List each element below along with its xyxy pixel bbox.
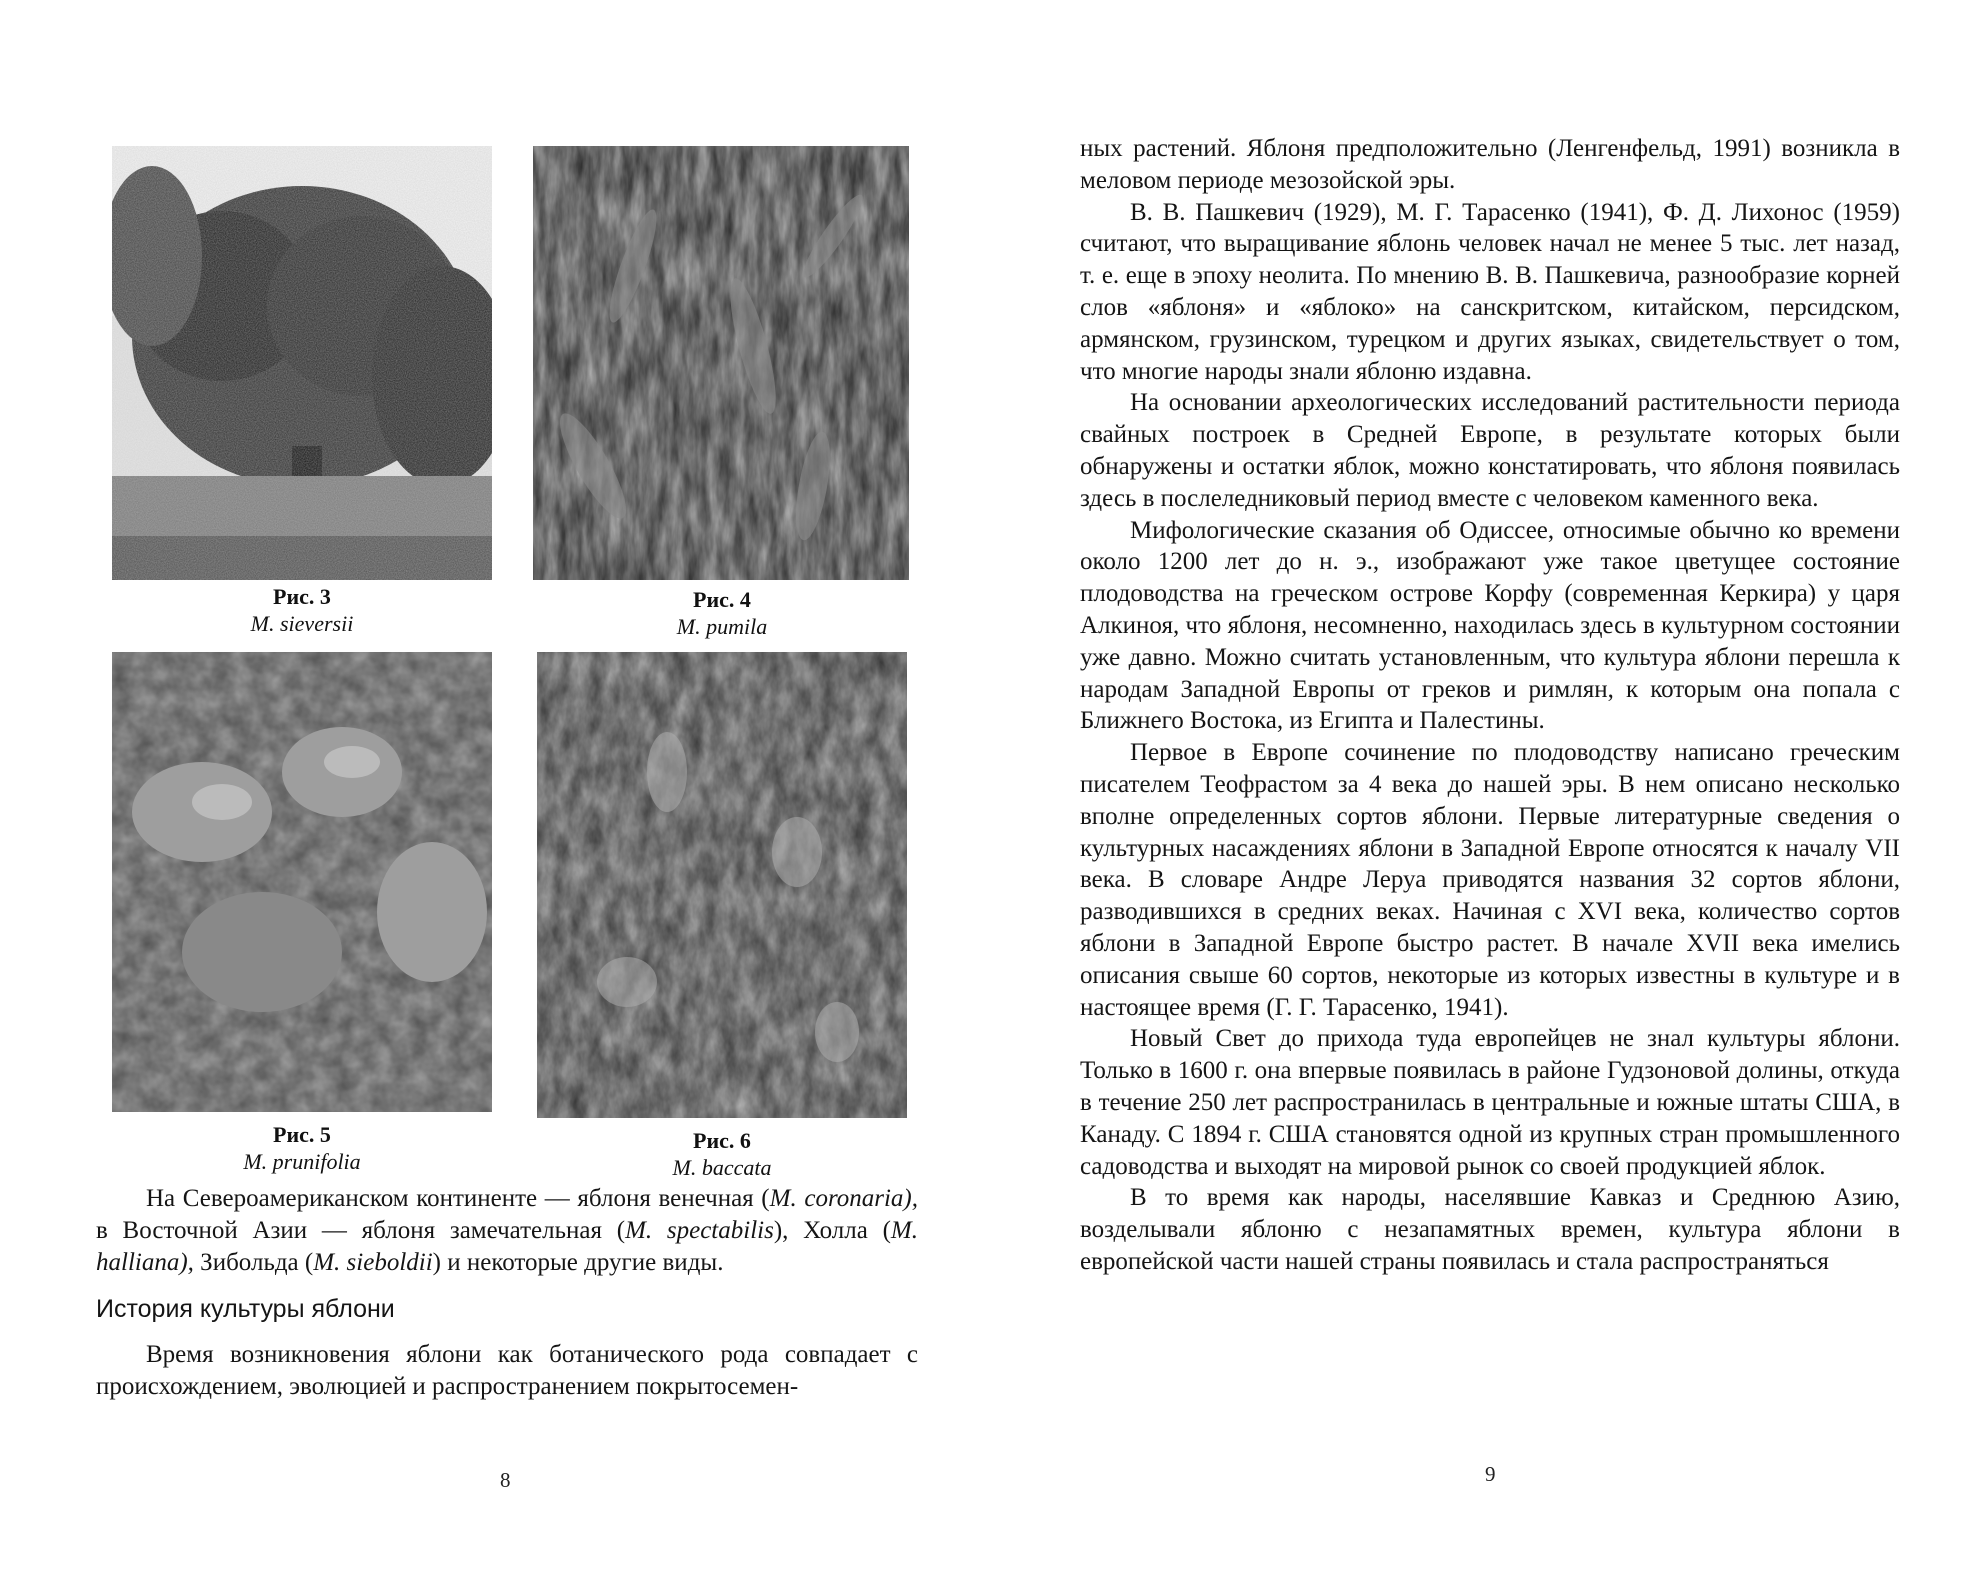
figure-3-tree-photo	[112, 146, 492, 580]
figure-4-foliage-photo	[533, 146, 909, 580]
right-page-body	[1080, 133, 1900, 1278]
species-text-part: ), Холла (	[773, 1216, 891, 1244]
species-text-part: Зибольда (	[193, 1248, 314, 1276]
history-text: Время возникновения яблони как ботанического рода совпадает с происхождением, эволюцией и распространением покрытосемен-	[96, 1341, 918, 1400]
figure-5-number: Рис. 5	[273, 1122, 331, 1147]
paragraph-7: В то время как народы, населявшие Кавказ и Среднюю Азию, возделывали яблоню с незапамятных времен, культура яблони в европейской части нашей страны появилась и стала распространяться	[1080, 1184, 1900, 1275]
species-latin-spectabilis: M. spectabilis	[625, 1216, 774, 1244]
page-number-left: 8	[500, 1468, 511, 1492]
paragraph-2: В. В. Пашкевич (1929), М. Г. Тарасенко (1941), Ф. Д. Лихонос (1959) считают, что выращивание яблонь человек начал не менее 5 тыс. лет назад, т. е. еще в эпоху неолита. По мнению В. В. Пашкевича, разнообразие корней слов «яблоня» и «яблоко» на санскритском, китайском, персидском, армянском, грузинском, турецком и других языках, свидетельствует о том, что многие народы знали яблоню издавна.	[1080, 198, 1900, 385]
history-paragraph	[96, 1339, 918, 1403]
paragraph-3: На основании археологических исследований растительности периода свайных построек в Средней Европе, в результате которых были обнаружены и остатки яблок, можно констатировать, что яблоня появилась здесь в послеледниковый период вместе с человеком каменного века.	[1080, 389, 1900, 512]
figure-4-number: Рис. 4	[693, 587, 751, 612]
paragraph-1: ных растений. Яблоня предположительно (Ленгенфельд, 1991) возникла в меловом периоде мезозойской эры.	[1080, 135, 1900, 194]
figure-5-leaves-photo	[112, 652, 492, 1112]
figure-6-number: Рис. 6	[693, 1128, 751, 1153]
figure-3-number: Рис. 3	[273, 584, 331, 609]
section-heading: История культуры яблони	[96, 1295, 395, 1323]
figure-3-species: M. sieversii	[250, 611, 354, 636]
species-text-part: На Североамериканском континенте — яблоня венечная (	[146, 1185, 770, 1212]
figure-5-species: M. prunifolia	[243, 1149, 361, 1174]
species-latin-halliana: M. halliana),	[96, 1216, 918, 1276]
figure-3-caption	[202, 583, 402, 637]
figure-5-caption	[202, 1121, 402, 1175]
figure-4-species: M. pumila	[676, 614, 768, 639]
species-text-part: в Восточной Азии — яблоня замечательная (	[96, 1216, 626, 1244]
figure-6-fruit-branches-photo	[537, 652, 907, 1118]
paragraph-6: Новый Свет до прихода туда европейцев не знал культуры яблони. Только в 1600 г. она впервые появилась в районе Гудзоновой долины, откуда в течение 250 лет распространилась в центральные и южные штаты США, в Канаду. С 1894 г. США становятся одной из крупных стран промышленного садоводства и выходят на мировой рынок со своей продукцией яблок.	[1080, 1025, 1900, 1180]
paragraph-4: Мифологические сказания об Одиссее, относимые обычно ко времени около 1200 лет до н. э., изображают уже такое цветущее состояние плодоводства на греческом острове Корфу (современная Керкира) у царя Алкиноя, что яблоня, несомненно, находилась здесь в культурном состоянии уже давно. Можно считать установленным, что культура яблони перешла к народам Западной Европы от греков и римлян, к которым она попала с Ближнего Востока, из Египта и Палестины.	[1080, 516, 1900, 735]
page-number-right: 9	[1485, 1462, 1496, 1486]
species-latin-coronaria: M. coronaria),	[769, 1185, 919, 1212]
figure-6-species: M. baccata	[672, 1155, 772, 1180]
species-text	[96, 1183, 918, 1278]
figure-6-caption	[622, 1127, 822, 1181]
species-paragraph	[96, 1183, 918, 1278]
species-latin-sieboldii: M. sieboldii	[313, 1248, 433, 1276]
species-text-part: ) и некоторые другие виды.	[432, 1248, 724, 1276]
right-page	[989, 0, 1978, 1580]
figure-4-caption	[622, 586, 822, 640]
paragraph-5: Первое в Европе сочинение по плодоводству написано греческим писателем Теофрастом за 4 века до нашей эры. В нем описано несколько вполне определенных сортов яблони. Первые литературные сведения о культурных насаждениях яблони в Западной Европе относятся к началу VII века. В словаре Андре Леруа приводятся названия 32 сортов яблони, разводившихся в средних веках. Начиная с XVI века, количество сортов яблони в Западной Европе быстро растет. В начале XVII века имелись описания свыше 60 сортов, некоторые из которых известны в культуре и в настоящее время (Г. Г. Тарасенко, 1941).	[1080, 739, 1900, 1021]
